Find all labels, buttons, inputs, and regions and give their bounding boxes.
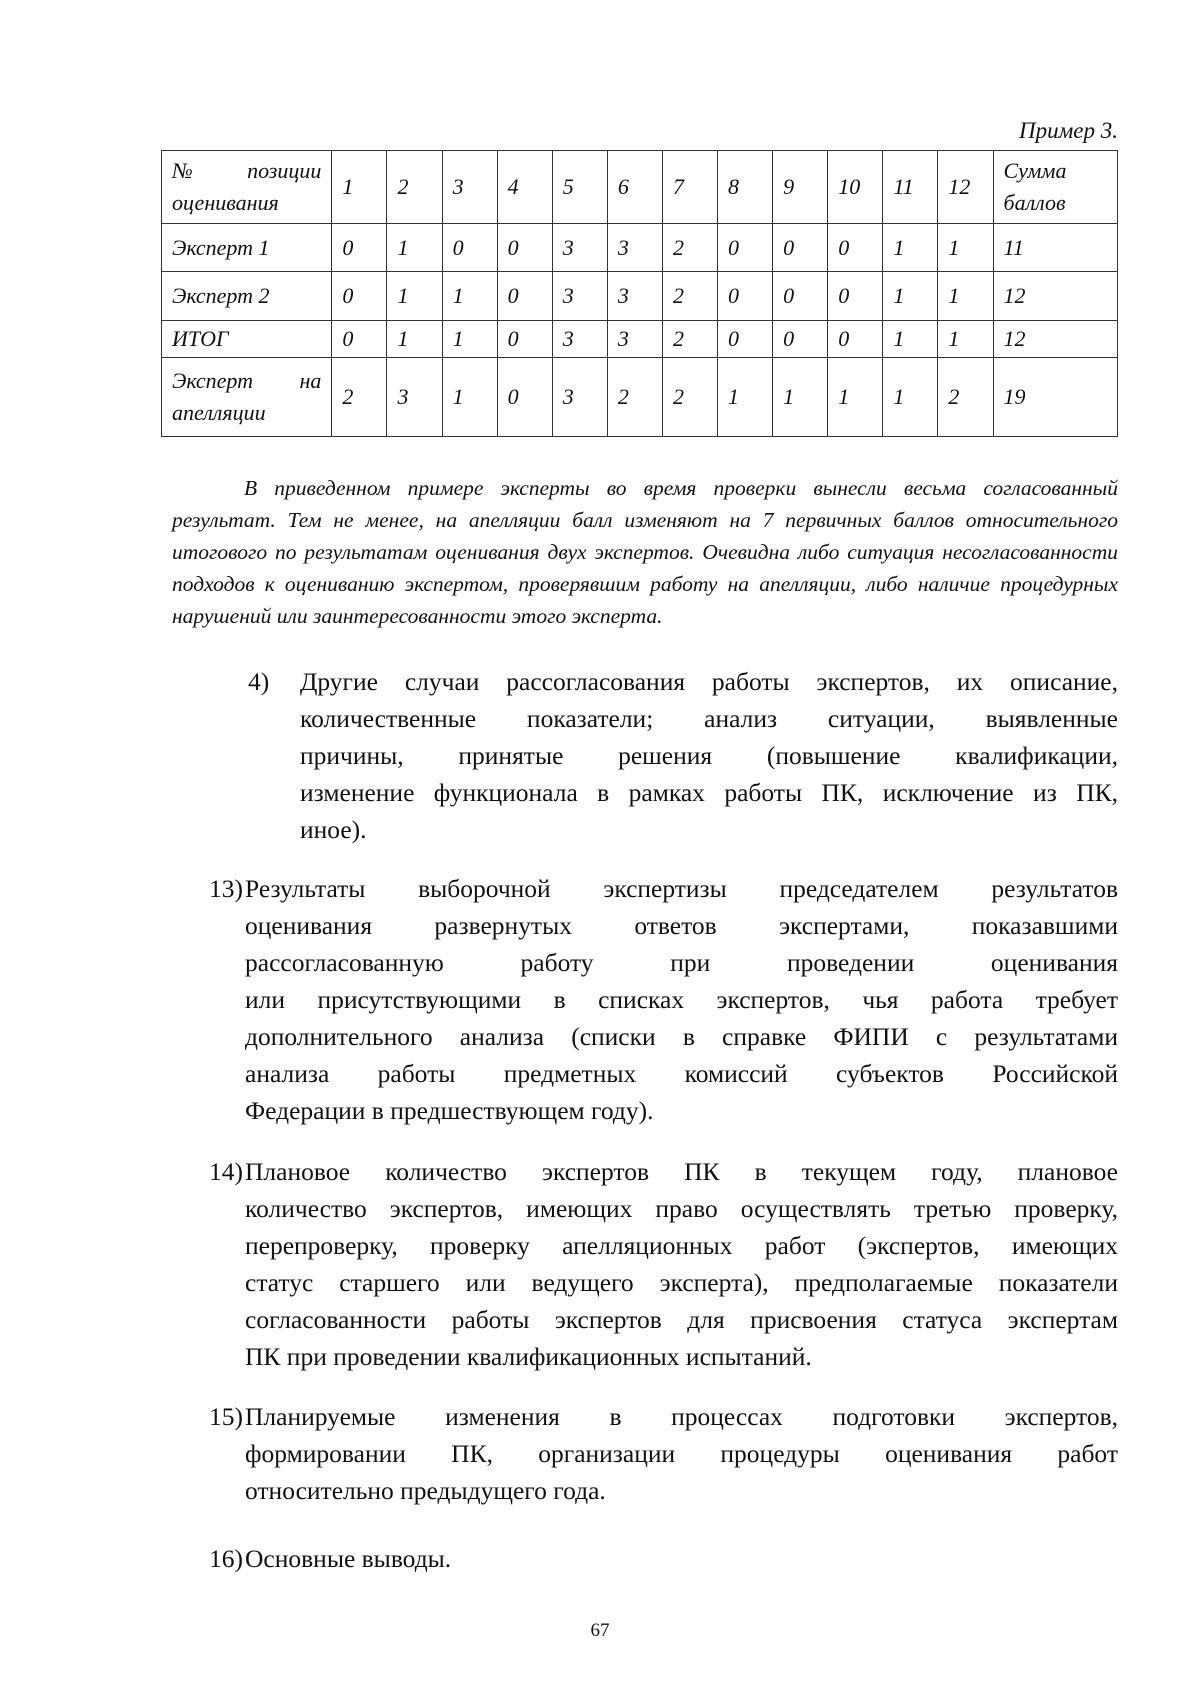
row-label-line1 bbox=[172, 365, 321, 397]
cell-value: 1 bbox=[883, 272, 938, 321]
list-item-text bbox=[300, 663, 1118, 848]
list-item-16 bbox=[209, 1540, 1118, 1577]
cell-value: 2 bbox=[662, 321, 717, 358]
text-line: Другие случаи рассогласования работы экспертов, их описание, bbox=[300, 667, 1118, 696]
list-item-number: 13) bbox=[209, 874, 243, 903]
text-line: количество экспертов, имеющих право осуществлять третью проверку, bbox=[245, 1194, 1118, 1223]
header-label-no: № bbox=[172, 158, 218, 183]
cell-value: 0 bbox=[332, 272, 387, 321]
cell-value: 3 bbox=[607, 272, 662, 321]
row-label bbox=[162, 358, 332, 437]
cell-value: 0 bbox=[773, 224, 828, 272]
header-sum bbox=[993, 151, 1118, 224]
cell-value: 1 bbox=[387, 321, 442, 358]
text-line: оценивания развернутых ответов экспертами, показавшими bbox=[245, 911, 1118, 940]
table-header-row bbox=[162, 151, 1118, 224]
header-pos: 3 bbox=[442, 151, 497, 224]
cell-value: 1 bbox=[938, 224, 993, 272]
text-line: иное). bbox=[300, 815, 367, 844]
cell-value: 1 bbox=[718, 358, 773, 437]
header-pos: 9 bbox=[773, 151, 828, 224]
text-line: дополнительного анализа (списки в справке ФИПИ с результатами bbox=[245, 1022, 1118, 1051]
header-label-assessment: оценивания bbox=[172, 190, 279, 215]
list-item-text bbox=[245, 1540, 1118, 1577]
cell-value: 0 bbox=[828, 321, 883, 358]
cell-value: 1 bbox=[883, 321, 938, 358]
list-item-number: 4) bbox=[248, 667, 270, 696]
text-line: формировании ПК, организации процедуры оценивания работ bbox=[245, 1439, 1118, 1468]
header-sum-line2: баллов bbox=[1003, 190, 1066, 215]
header-label-position: позиции bbox=[247, 158, 322, 183]
cell-value: 2 bbox=[607, 358, 662, 437]
cell-value: 2 bbox=[938, 358, 993, 437]
cell-value: 1 bbox=[828, 358, 883, 437]
table-row bbox=[162, 224, 1118, 272]
text-line: или присутствующими в списках экспертов, чья работа требует bbox=[245, 985, 1118, 1014]
list-item-14 bbox=[209, 1153, 1118, 1375]
header-pos: 4 bbox=[497, 151, 552, 224]
cell-value: 2 bbox=[662, 272, 717, 321]
row-label-appeal: апелляции bbox=[172, 400, 266, 425]
cell-value: 0 bbox=[828, 224, 883, 272]
text-line: Федерации в предшествующем году). bbox=[245, 1096, 654, 1125]
header-pos: 8 bbox=[718, 151, 773, 224]
page-number: 67 bbox=[590, 1620, 610, 1641]
text-line: причины, принятые решения (повышение квалификации, bbox=[300, 741, 1118, 770]
text-line: статус старшего или ведущего эксперта), предполагаемые показатели bbox=[245, 1268, 1118, 1297]
cell-value: 1 bbox=[938, 321, 993, 358]
text-line: Плановое количество экспертов ПК в текущем году, плановое bbox=[245, 1157, 1118, 1186]
list-item-number: 15) bbox=[209, 1402, 243, 1431]
cell-value: 0 bbox=[718, 321, 773, 358]
cell-value: 2 bbox=[662, 358, 717, 437]
list-item-number: 14) bbox=[209, 1157, 243, 1186]
text-line: ПК при проведении квалификационных испытаний. bbox=[245, 1342, 812, 1371]
row-label: ИТОГ bbox=[162, 321, 332, 358]
list-item-text bbox=[245, 1398, 1118, 1509]
header-pos: 10 bbox=[828, 151, 883, 224]
header-sum-line1: Сумма bbox=[1003, 158, 1067, 183]
cell-value: 1 bbox=[773, 358, 828, 437]
list-item-number: 16) bbox=[209, 1544, 243, 1573]
cell-sum: 11 bbox=[993, 224, 1118, 272]
text-line: Планируемые изменения в процессах подготовки экспертов, bbox=[245, 1402, 1118, 1431]
table-row bbox=[162, 272, 1118, 321]
text-line: анализа работы предметных комиссий субъектов Российской bbox=[245, 1059, 1118, 1088]
header-pos: 11 bbox=[883, 151, 938, 224]
row-label-expert: Эксперт bbox=[172, 368, 253, 393]
text-line: согласованности работы экспертов для присвоения статуса экспертам bbox=[245, 1305, 1118, 1334]
header-pos: 2 bbox=[387, 151, 442, 224]
cell-value: 1 bbox=[387, 272, 442, 321]
commentary-paragraph: В приведенном примере эксперты во время проверки вынесли весьма согласованный результат. Тем не менее, на апелляции балл изменяют на 7 первичных баллов относительного итогового по результатам оценивания двух экспертов. Очевидна либо ситуация несогласованности подходов к оцениванию экспертом, проверявшим работу на апелляции, либо наличие процедурных нарушений или заинтересованности этого эксперта. bbox=[172, 476, 1118, 628]
list-item-text bbox=[245, 1153, 1118, 1375]
text-line: перепроверку, проверку апелляционных работ (экспертов, имеющих bbox=[245, 1231, 1118, 1260]
cell-value: 0 bbox=[497, 358, 552, 437]
cell-value: 1 bbox=[883, 358, 938, 437]
cell-sum: 12 bbox=[993, 272, 1118, 321]
cell-value: 0 bbox=[332, 321, 387, 358]
cell-value: 2 bbox=[332, 358, 387, 437]
cell-value: 1 bbox=[442, 321, 497, 358]
cell-value: 1 bbox=[883, 224, 938, 272]
text-line: Результаты выборочной экспертизы председателем результатов bbox=[245, 874, 1118, 903]
text-line: Основные выводы. bbox=[245, 1544, 452, 1573]
cell-value: 2 bbox=[662, 224, 717, 272]
list-item-text bbox=[245, 870, 1118, 1129]
list-item-13 bbox=[209, 870, 1118, 1129]
cell-value: 3 bbox=[552, 224, 607, 272]
cell-sum: 19 bbox=[993, 358, 1118, 437]
scores-table bbox=[161, 150, 1118, 437]
cell-value: 0 bbox=[718, 224, 773, 272]
cell-value: 1 bbox=[442, 358, 497, 437]
cell-value: 0 bbox=[497, 224, 552, 272]
cell-value: 0 bbox=[497, 272, 552, 321]
header-label-line1 bbox=[172, 155, 321, 187]
cell-value: 0 bbox=[442, 224, 497, 272]
cell-value: 1 bbox=[938, 272, 993, 321]
cell-value: 3 bbox=[607, 224, 662, 272]
text-line: рассогласованную работу при проведении оценивания bbox=[245, 948, 1118, 977]
cell-value: 0 bbox=[497, 321, 552, 358]
cell-value: 3 bbox=[552, 321, 607, 358]
cell-value: 1 bbox=[442, 272, 497, 321]
table-row bbox=[162, 358, 1118, 437]
text-line: изменение функционала в рамках работы ПК, исключение из ПК, bbox=[300, 778, 1118, 807]
list-item-4 bbox=[248, 663, 1118, 848]
row-label: Эксперт 2 bbox=[162, 272, 332, 321]
cell-value: 3 bbox=[552, 272, 607, 321]
header-pos: 7 bbox=[662, 151, 717, 224]
example-label: Пример 3. bbox=[1019, 118, 1118, 143]
header-pos: 6 bbox=[607, 151, 662, 224]
cell-value: 1 bbox=[387, 224, 442, 272]
cell-value: 3 bbox=[387, 358, 442, 437]
header-pos: 1 bbox=[332, 151, 387, 224]
list-item-15 bbox=[209, 1398, 1118, 1509]
text-line: количественные показатели; анализ ситуации, выявленные bbox=[300, 704, 1118, 733]
table-row bbox=[162, 321, 1118, 358]
header-position-label bbox=[162, 151, 332, 224]
cell-value: 0 bbox=[773, 321, 828, 358]
cell-value: 0 bbox=[332, 224, 387, 272]
cell-value: 3 bbox=[607, 321, 662, 358]
cell-value: 3 bbox=[552, 358, 607, 437]
cell-value: 0 bbox=[718, 272, 773, 321]
cell-sum: 12 bbox=[993, 321, 1118, 358]
text-line: относительно предыдущего года. bbox=[245, 1476, 606, 1505]
header-pos: 5 bbox=[552, 151, 607, 224]
header-pos: 12 bbox=[938, 151, 993, 224]
cell-value: 0 bbox=[828, 272, 883, 321]
row-label: Эксперт 1 bbox=[162, 224, 332, 272]
row-label-on: на bbox=[299, 368, 322, 393]
cell-value: 0 bbox=[773, 272, 828, 321]
